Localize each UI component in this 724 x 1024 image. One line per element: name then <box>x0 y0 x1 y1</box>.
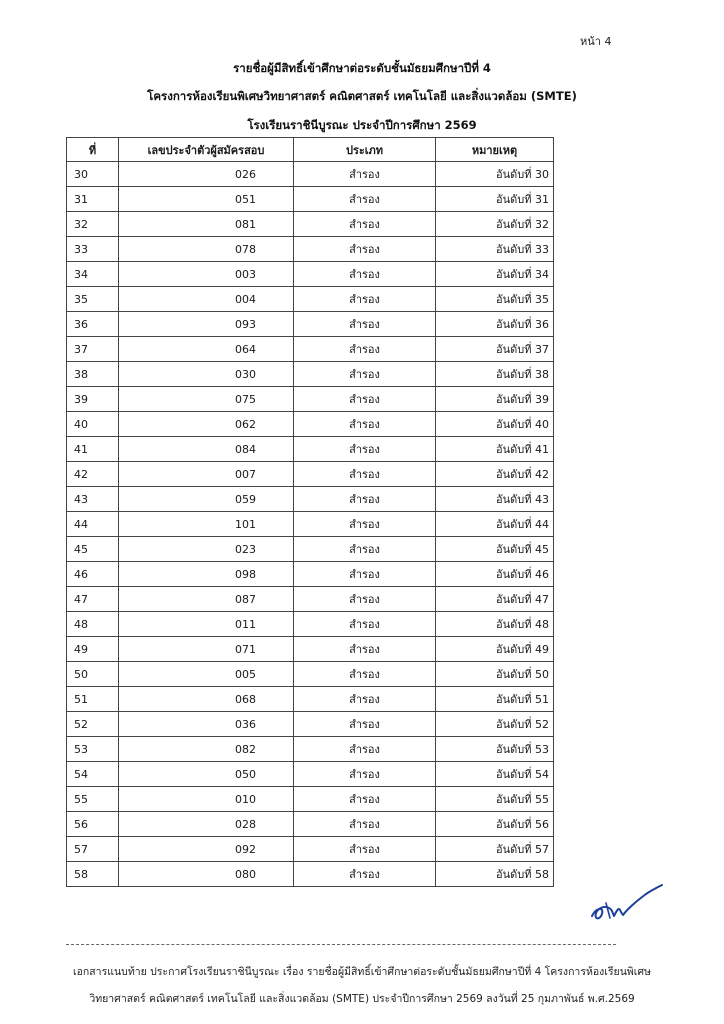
cell-no: 54 <box>67 762 119 787</box>
cell-applicant-id: 036 <box>119 712 294 737</box>
cell-no: 39 <box>67 387 119 412</box>
cell-type: สำรอง <box>294 287 436 312</box>
cell-remark: อันดับที่ 42 <box>436 462 554 487</box>
table-row <box>67 487 554 512</box>
cell-type: สำรอง <box>294 787 436 812</box>
cell-type: สำรอง <box>294 612 436 637</box>
cell-remark: อันดับที่ 43 <box>436 487 554 512</box>
cell-remark: อันดับที่ 46 <box>436 562 554 587</box>
table-row <box>67 287 554 312</box>
cell-remark: อันดับที่ 38 <box>436 362 554 387</box>
column-header-type: ประเภท <box>294 138 436 162</box>
cell-remark: อันดับที่ 39 <box>436 387 554 412</box>
table-row <box>67 812 554 837</box>
cell-type: สำรอง <box>294 337 436 362</box>
cell-type: สำรอง <box>294 562 436 587</box>
cell-type: สำรอง <box>294 262 436 287</box>
cell-no: 50 <box>67 662 119 687</box>
footer-line-2: วิทยาศาสตร์ คณิตศาสตร์ เทคโนโลยี และสิ่งแวดล้อม (SMTE) ประจำปีการศึกษา 2569 ลงวันที่ 25 กุมภาพันธ์ พ.ศ.2569 <box>89 993 635 1005</box>
cell-applicant-id: 003 <box>119 262 294 287</box>
cell-applicant-id: 062 <box>119 412 294 437</box>
cell-no: 43 <box>67 487 119 512</box>
cell-no: 30 <box>67 162 119 187</box>
cell-no: 51 <box>67 687 119 712</box>
cell-type: สำรอง <box>294 512 436 537</box>
cell-applicant-id: 093 <box>119 312 294 337</box>
cell-no: 34 <box>67 262 119 287</box>
cell-remark: อันดับที่ 31 <box>436 187 554 212</box>
table-row <box>67 587 554 612</box>
cell-applicant-id: 101 <box>119 512 294 537</box>
cell-applicant-id: 064 <box>119 337 294 362</box>
cell-remark: อันดับที่ 37 <box>436 337 554 362</box>
table-row <box>67 262 554 287</box>
cell-no: 46 <box>67 562 119 587</box>
cell-remark: อันดับที่ 34 <box>436 262 554 287</box>
cell-remark: อันดับที่ 55 <box>436 787 554 812</box>
cell-no: 47 <box>67 587 119 612</box>
cell-remark: อันดับที่ 30 <box>436 162 554 187</box>
cell-applicant-id: 051 <box>119 187 294 212</box>
cell-applicant-id: 080 <box>119 862 294 887</box>
table-row <box>67 437 554 462</box>
cell-applicant-id: 092 <box>119 837 294 862</box>
table-row <box>67 762 554 787</box>
cell-no: 48 <box>67 612 119 637</box>
candidate-table <box>66 137 554 887</box>
table-row <box>67 462 554 487</box>
cell-remark: อันดับที่ 49 <box>436 637 554 662</box>
cell-type: สำรอง <box>294 687 436 712</box>
cell-remark: อันดับที่ 35 <box>436 287 554 312</box>
cell-remark: อันดับที่ 40 <box>436 412 554 437</box>
table-row <box>67 612 554 637</box>
cell-applicant-id: 075 <box>119 387 294 412</box>
cell-remark: อันดับที่ 44 <box>436 512 554 537</box>
cell-no: 41 <box>67 437 119 462</box>
program-title: โครงการห้องเรียนพิเศษวิทยาศาสตร์ คณิตศาสตร์ เทคโนโลยี และสิ่งแวดล้อม (SMTE) <box>147 89 577 103</box>
cell-applicant-id: 087 <box>119 587 294 612</box>
table-row <box>67 362 554 387</box>
table-row <box>67 162 554 187</box>
table-row <box>67 537 554 562</box>
cell-applicant-id: 078 <box>119 237 294 262</box>
cell-no: 31 <box>67 187 119 212</box>
document-title: รายชื่อผู้มีสิทธิ์เข้าศึกษาต่อระดับชั้นมัธยมศึกษาปีที่ 4 <box>233 61 491 75</box>
table-row <box>67 187 554 212</box>
cell-remark: อันดับที่ 45 <box>436 537 554 562</box>
cell-type: สำรอง <box>294 862 436 887</box>
cell-type: สำรอง <box>294 362 436 387</box>
cell-applicant-id: 030 <box>119 362 294 387</box>
cell-type: สำรอง <box>294 387 436 412</box>
cell-remark: อันดับที่ 41 <box>436 437 554 462</box>
cell-type: สำรอง <box>294 487 436 512</box>
table-row <box>67 412 554 437</box>
cell-type: สำรอง <box>294 762 436 787</box>
table-row <box>67 712 554 737</box>
table-row <box>67 212 554 237</box>
cell-no: 57 <box>67 837 119 862</box>
table-row <box>67 737 554 762</box>
cell-no: 35 <box>67 287 119 312</box>
column-header-applicant-id: เลขประจำตัวผู้สมัครสอบ <box>119 138 294 162</box>
cell-no: 45 <box>67 537 119 562</box>
page-number: หน้า 4 <box>580 35 612 48</box>
table-row <box>67 237 554 262</box>
table-row <box>67 837 554 862</box>
cell-applicant-id: 050 <box>119 762 294 787</box>
cell-applicant-id: 059 <box>119 487 294 512</box>
cell-type: สำรอง <box>294 537 436 562</box>
cell-remark: อันดับที่ 54 <box>436 762 554 787</box>
table-row <box>67 312 554 337</box>
cell-no: 38 <box>67 362 119 387</box>
cell-remark: อันดับที่ 58 <box>436 862 554 887</box>
cell-remark: อันดับที่ 56 <box>436 812 554 837</box>
cell-applicant-id: 007 <box>119 462 294 487</box>
cell-no: 40 <box>67 412 119 437</box>
table-row <box>67 862 554 887</box>
cell-type: สำรอง <box>294 737 436 762</box>
cell-remark: อันดับที่ 33 <box>436 237 554 262</box>
cell-no: 36 <box>67 312 119 337</box>
cell-applicant-id: 082 <box>119 737 294 762</box>
table-row <box>67 662 554 687</box>
table-row <box>67 687 554 712</box>
cell-no: 49 <box>67 637 119 662</box>
table-row <box>67 512 554 537</box>
cell-type: สำรอง <box>294 837 436 862</box>
cell-no: 37 <box>67 337 119 362</box>
cell-type: สำรอง <box>294 712 436 737</box>
cell-remark: อันดับที่ 36 <box>436 312 554 337</box>
cell-no: 53 <box>67 737 119 762</box>
table-row <box>67 637 554 662</box>
cell-remark: อันดับที่ 50 <box>436 662 554 687</box>
table-header-row <box>67 138 554 162</box>
table-row <box>67 337 554 362</box>
cell-type: สำรอง <box>294 662 436 687</box>
cell-applicant-id: 004 <box>119 287 294 312</box>
cell-type: สำรอง <box>294 637 436 662</box>
cell-applicant-id: 028 <box>119 812 294 837</box>
cell-no: 55 <box>67 787 119 812</box>
table-row <box>67 387 554 412</box>
cell-applicant-id: 084 <box>119 437 294 462</box>
table-row <box>67 562 554 587</box>
cell-type: สำรอง <box>294 312 436 337</box>
school-year-title: โรงเรียนราชินีบูรณะ ประจำปีการศึกษา 2569 <box>247 118 477 132</box>
cell-no: 58 <box>67 862 119 887</box>
cell-no: 32 <box>67 212 119 237</box>
cell-applicant-id: 081 <box>119 212 294 237</box>
table-row <box>67 787 554 812</box>
cell-type: สำรอง <box>294 812 436 837</box>
cell-applicant-id: 068 <box>119 687 294 712</box>
cell-remark: อันดับที่ 53 <box>436 737 554 762</box>
handwritten-signature-icon <box>586 882 666 926</box>
cell-no: 33 <box>67 237 119 262</box>
cell-remark: อันดับที่ 32 <box>436 212 554 237</box>
cell-no: 44 <box>67 512 119 537</box>
cell-type: สำรอง <box>294 462 436 487</box>
cell-type: สำรอง <box>294 412 436 437</box>
column-header-remark: หมายเหตุ <box>436 138 554 162</box>
cell-applicant-id: 026 <box>119 162 294 187</box>
cell-no: 42 <box>67 462 119 487</box>
cell-applicant-id: 071 <box>119 637 294 662</box>
cell-applicant-id: 023 <box>119 537 294 562</box>
cell-remark: อันดับที่ 47 <box>436 587 554 612</box>
cell-type: สำรอง <box>294 162 436 187</box>
column-header-no: ที่ <box>67 138 119 162</box>
cell-type: สำรอง <box>294 187 436 212</box>
footer-line-1: เอกสารแนบท้าย ประกาศโรงเรียนราชินีบูรณะ เรื่อง รายชื่อผู้มีสิทธิ์เข้าศึกษาต่อระดับชั้นมัธยมศึกษาปีที่ 4 โครงการห้องเรียนพิเศษ <box>73 966 651 978</box>
cell-type: สำรอง <box>294 587 436 612</box>
cell-type: สำรอง <box>294 212 436 237</box>
cell-applicant-id: 098 <box>119 562 294 587</box>
cell-remark: อันดับที่ 57 <box>436 837 554 862</box>
cell-applicant-id: 010 <box>119 787 294 812</box>
cell-type: สำรอง <box>294 437 436 462</box>
cell-remark: อันดับที่ 48 <box>436 612 554 637</box>
cell-no: 52 <box>67 712 119 737</box>
cell-applicant-id: 011 <box>119 612 294 637</box>
cell-remark: อันดับที่ 51 <box>436 687 554 712</box>
footer-divider <box>66 944 616 945</box>
cell-remark: อันดับที่ 52 <box>436 712 554 737</box>
cell-no: 56 <box>67 812 119 837</box>
cell-type: สำรอง <box>294 237 436 262</box>
cell-applicant-id: 005 <box>119 662 294 687</box>
